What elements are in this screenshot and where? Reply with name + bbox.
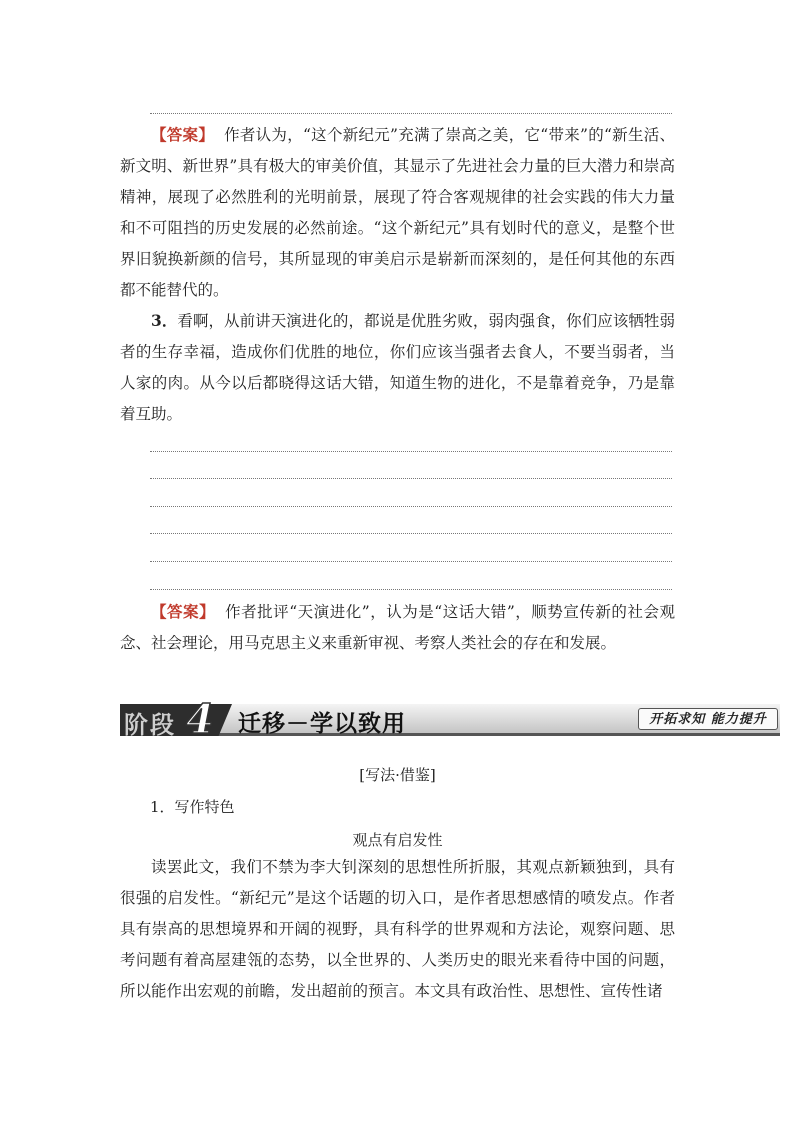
writing-header: [写法·借鉴] [359,766,436,784]
answer-blank-line [150,113,672,114]
question-number: 3． [151,311,178,330]
answer-1-text: 作者认为，“这个新纪元”充满了崇高之美，它“带来”的“新生活、新文明、新世界”具有极大的审美价值，其显示了先进社会力量的巨大潜力和崇高精神，展现了必然胜利的光明前景，展现了符合客观规律的社会实践的伟大力量和不可阻挡的历史发展的必然前途。“这个新纪元”具有划时代的意义，是整个世界旧貌换新颜的信号，其所显现的审美启示是崭新而深刻的，是任何其他的东西都不能替代的。 [120,126,675,299]
answer-2-paragraph [120,596,675,659]
answer-label: 【答案】 [151,125,215,144]
stage-number: 4 [186,696,214,743]
answer-1-paragraph [120,119,675,306]
answer-2-text: 作者批评“天演进化”，认为是“这话大错”，顺势宣传新的社会观念、社会理论，用马克思主义来重新审视、考察人类社会的存在和发展。 [120,603,675,652]
stage-title: 迁移－学以致用 [238,710,406,737]
subsection-heading: 1．写作特色 [150,798,235,816]
answer-blank-line [150,589,672,590]
stage-label: 阶段 [124,711,176,739]
stage-tag: 开拓求知 能力提升 [638,708,778,730]
question-3-text: 看啊，从前讲天演进化的，都说是优胜劣败，弱肉强食，你们应该牺牲弱者的生存幸福，造成你们优胜的地位，你们应该当强者去食人，不要当弱者，当人家的肉。从今以后都晓得这话大错，知道生物的进化，不是靠着竞争，乃是靠着互助。 [120,312,675,423]
subsection-title: 观点有启发性 [352,831,443,849]
answer-blank-line [150,506,672,507]
answer-blank-line [150,561,672,562]
answer-label: 【答案】 [151,602,216,621]
stage-4-banner [120,696,780,743]
answer-blank-line [150,478,672,479]
answer-blank-line [150,451,672,452]
answer-blank-line [150,533,672,534]
question-3-paragraph [120,305,675,430]
body-paragraph: 读罢此文，我们不禁为李大钊深刻的思想性所折服，其观点新颖独到，具有很强的启发性。“新纪元”是这个话题的切入口，是作者思想感情的喷发点。作者具有崇高的思想境界和开阔的视野，具有科学的世界观和方法论，观察问题、思考问题有着高屋建瓴的态势，以全世界的、人类历史的眼光来看待中国的问题，所以能作出宏观的前瞻，发出超前的预言。本文具有政治性、思想性、宣传性诸 [120,858,675,1000]
